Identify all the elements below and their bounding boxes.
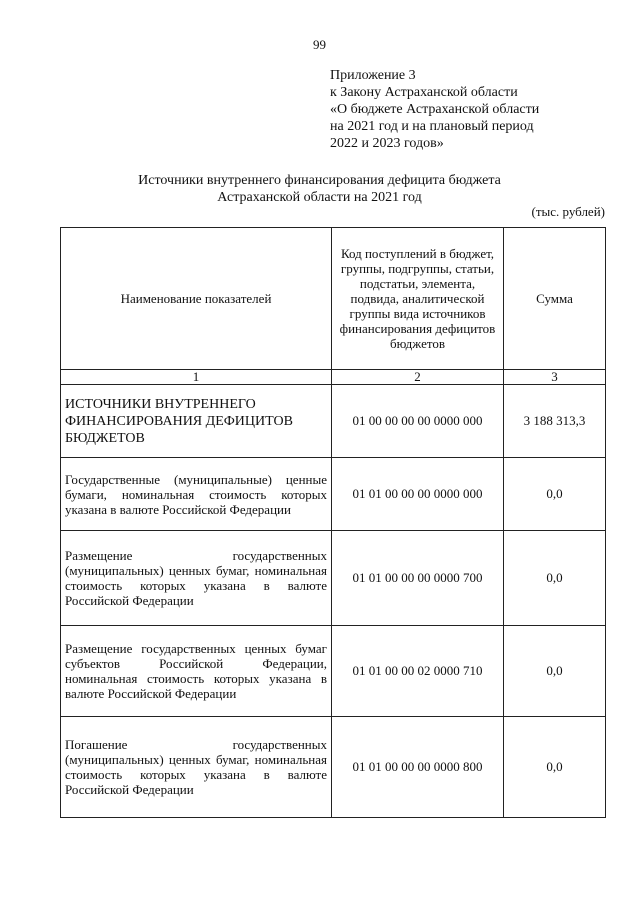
units-label: (тыс. рублей) (531, 204, 605, 219)
row-sum: 0,0 (504, 717, 606, 818)
table-row (61, 385, 606, 458)
row-code: 01 01 00 00 00 0000 000 (332, 458, 504, 531)
row-code: 01 01 00 00 02 0000 710 (332, 626, 504, 717)
appendix-line: к Закону Астраханской области (330, 85, 518, 100)
appendix-line: на 2021 год и на плановый период (330, 119, 534, 134)
appendix-line: Приложение 3 (330, 68, 416, 83)
column-number: 2 (332, 370, 504, 385)
row-name: Государственные (муниципальные) ценные бумаги, номинальная стоимость которых указана в валюте Российской Федерации (61, 458, 332, 531)
appendix-note (330, 67, 539, 152)
table-row (61, 626, 606, 717)
row-code: 01 01 00 00 00 0000 700 (332, 531, 504, 626)
row-code: 01 01 00 00 00 0000 800 (332, 717, 504, 818)
column-number: 1 (61, 370, 332, 385)
header-name: Наименование показателей (61, 228, 332, 370)
row-sum: 0,0 (504, 531, 606, 626)
table-header-row (61, 228, 606, 370)
row-name: Размещение государственных (муниципальных) ценных бумаг, номинальная стоимость которых указана в валюте Российской Федерации (61, 531, 332, 626)
appendix-line: 2022 и 2023 годов» (330, 136, 444, 151)
appendix-line: «О бюджете Астраханской области (330, 102, 540, 117)
page-number: 99 (313, 37, 326, 52)
header-sum: Сумма (504, 228, 606, 370)
document-title-line: Астраханской области на 2021 год (217, 190, 422, 205)
row-name: ИСТОЧНИКИ ВНУТРЕННЕГО ФИНАНСИРОВАНИЯ ДЕФИЦИТОВ БЮДЖЕТОВ (61, 385, 332, 458)
row-name: Погашение государственных (муниципальных) ценных бумаг, номинальная стоимость которых указана в валюте Российской Федерации (61, 717, 332, 818)
table-row (61, 717, 606, 818)
row-sum: 0,0 (504, 458, 606, 531)
row-code: 01 00 00 00 00 0000 000 (332, 385, 504, 458)
row-sum: 0,0 (504, 626, 606, 717)
sources-table (60, 227, 606, 818)
header-code: Код поступлений в бюджет, группы, подгруппы, статьи, подстатьи, элемента, подвида, аналитической группы вида источников финансирования дефицитов бюджетов (332, 228, 504, 370)
column-number-row (61, 370, 606, 385)
table-row (61, 458, 606, 531)
column-number: 3 (504, 370, 606, 385)
row-name: Размещение государственных ценных бумаг субъектов Российской Федерации, номинальная стоимость которых указана в валюте Российской Федерации (61, 626, 332, 717)
row-sum: 3 188 313,3 (504, 385, 606, 458)
document-title (0, 172, 639, 206)
document-title-line: Источники внутреннего финансирования дефицита бюджета (138, 173, 501, 188)
table-row (61, 531, 606, 626)
